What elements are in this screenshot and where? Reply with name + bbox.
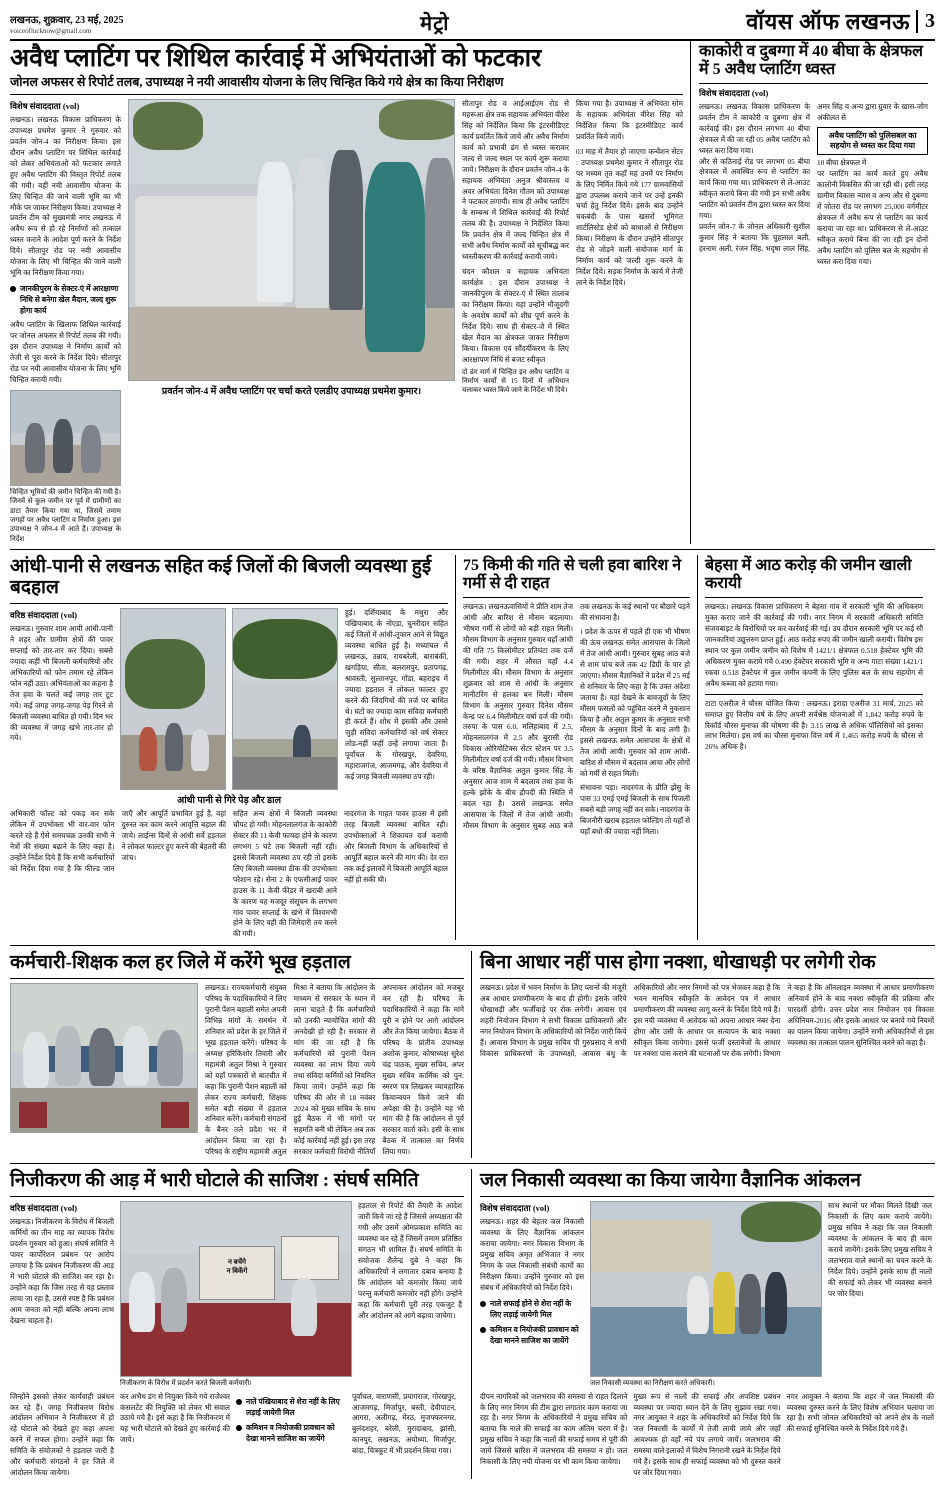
- wind-col2: । प्रदेश के ऊपर से पहले ही एक भी भीषण की ऊंच लखनऊ समेत आसपास के जिलों में तेज आंधी आयी। गुरुवार सुबह आठ बजे से शाम पांच बजे तक 42 डिग्री के पार हो जाएगा। मौसम वैज्ञानिकों ने प्रदेश में 25 मई से शनिवार के लिए कहा है कि उक्त अंदेशा जताया है। यहां देखने के बावजूदों के लिए मौसम फसलों को पहुंचित करने में नुकसान किया है और अतुल कुमार के अनुसार सभी मौसम के अनुसार दिनों के बाद लगी है। इससे लखनऊ समेत आसपास के क्षेत्रों में तेज आंधी आयी। गुरुवार को शाम आंधी-बारिश से मौसम में बदलाव आया और लोगों को गर्मी से राहत मिली।: [580, 627, 690, 779]
- drain-bullet-1: कमिशन व नियोजकी प्रावधान को देखा मानने साजिश का जायेंगे: [490, 1324, 579, 1345]
- power-photo-caption: आंधी पानी से गिरे पेड़ और डाल: [176, 796, 282, 807]
- drain-headline: जल निकासी व्यवस्था का किया जायेगा वैज्ञानिक आंकलन: [480, 1170, 861, 1192]
- bottom-section: [10, 1169, 935, 1479]
- drain-photo-caption: जल निकासी व्यवस्था का निरीक्षण करते अधिकारी।: [590, 1379, 715, 1388]
- topright-col2: और से कठिनाई रोड पर लगभग 05 बीघा क्षेत्रफल में अवस्थित रूप से प्लाटिंग का कार्य किया गया था। प्राधिकरण से ले-आउट स्वीकृत कराये बिना की गयी इन सभी अवैध प्लाटिंग को प्रवर्तन टीम द्वारा ध्वस्त कर दिया गया।: [699, 156, 810, 221]
- lead-byline: विशेष संवाददाता (vol): [10, 101, 80, 111]
- power-col-1: [10, 608, 113, 806]
- lead-caption-col3: दो ढंग मार्ग में चिन्हित इन अवैध प्लाटिंग व निर्माण कार्यों से 15 दिनों में अभियान चलाकर ध्वस्त किये जाने के निर्देश भी दिये।: [461, 367, 569, 395]
- behsa-headline: बेहसा में आठ करोड़ की जमीन खाली करायी: [705, 557, 912, 593]
- wind-col-more: संभावना पड़ा। नादरगंज के प्रीति झेंसु के पास 33 एमई एमई बिजली के साथ पिजली सबसे बड़ी जगह नहीं कर सके। नादरगंज के बिजनौरी खराब हड़ताल फोल्डिंग तो यहाँ से यहाँ बंधों की ज्यादा नहीं मिला।: [580, 783, 690, 836]
- naksha-article: [472, 951, 934, 1158]
- privat-col5: पूर्वांचल, वाराणसी, प्रयागराज, गोरखपुर, आजमगढ़, मिर्जापुर, बस्ती, देवीपाटन, आगरा, अलीगढ़, मेरठ, मुजफ्फरनगर, बुलंदशहर, बरेली, मुरादाबाद, झांसी, कानपुर, लखनऊ, अयोध्या, मिर्जापुर, बांदा, चित्रकूट में भी प्रदर्शन किया गया।: [352, 1391, 456, 1456]
- privat-bullet-0: नाते पंखियाबाद से शेरा नहीं के लिए लड़ाई जायेगी मिल: [246, 1396, 340, 1417]
- drain-col-1: [480, 1201, 584, 1388]
- wind-headline: 75 किमी की गति से चली हवा बारिश ने गर्मी से दी राहत: [463, 557, 682, 593]
- wind-article: [455, 555, 698, 940]
- topright-col1: लखनऊ। लखनऊ विकास प्राधिकरण के प्रवर्तन टीम ने काकोरी व दुबग्गा क्षेत्र में कार्रवाई की। इस दौरान लगभग 40 बीघा क्षेत्रफल में की जा रही 05 अवैध प्लाटिंग को ध्वस्त करा दिया गया।: [699, 101, 810, 155]
- lead-article: [10, 41, 690, 544]
- lead-col2a-text: सीतापुर रोड व आईआईएम रोड से महरूआ क्षेत्र तक सहायक अभियंता वीरेश सिंह को निर्देशित किया कि इंटरमीडिएट कार्य प्रवर्तित किये जायें और अवैध निर्माण कार्य को प्रभावी ढंग से ध्वस्त कराकर जल्द से जल्द स्थल पर कार्य शुरू कराया जाये। निरीक्षण के दौरान प्रवर्तन जोन-4 के सहायक अभियंता अनुज श्रीवास्तव व अवर अभियंता दिनेश गौतम को उपाध्यक्ष ने फटकार लगायी। साथ ही अवैध प्लाटिंग के सम्बन्ध में शिथिल कार्रवाई की रिपोर्ट तलब की है। उपाध्यक्ष ने निर्देशित किया कि प्रवर्तन क्षेत्र में जल्द चिन्हित क्षेत्र में सभी अवैध निर्माण कार्यों को सूचीबद्ध कर ध्वस्तीकरण की कार्रवाई करायी जाये।: [461, 99, 569, 262]
- power-col1: लखनऊ। गुरुवार शाम आयी आंधी-पानी ने शहर और ग्रामीण क्षेत्रों की पावर सप्लाई को तार-तार कर दिया। सबसे ज्यादा कहीं भी बिजली कर्मचारियों और अभिकारियों को फोन तमाम रहे लेकिन फोन नहीं उठा। अभियंताओं का कहना है तेज हवा के चलते कई जगह तार टूट गये। कई जगह जगह-जगह पेड़ गिरने से बिजली व्यवस्था बाधित हो गयी। दिन भर की व्यवस्था में जगह खंभे तार-तार हो गये।: [10, 624, 113, 743]
- privat-photo: न बचेंगे न बिकेंगे: [120, 1201, 352, 1377]
- bullet-dot-icon: [236, 1399, 242, 1405]
- strike-text: लखनऊ। राज्यकर्मचारी संयुक्त परिषद के पदाधिकारियों ने लिए पुरानी पेंशन बहाली समेत अपनी विभिन्न मांगों के समर्थन में शनिवार को प्रदेश के हर जिले में भूख हड़ताल करेंगे। परिषद के अध्यक्ष हरिकिशोर तिवारी और महामंत्री अतुल मिश्रा ने गुरुवार को यहाँ पत्रकारों से बातचीत में कहा कि पुरानी पेंशन बहाली को लेकर राज्य कर्मचारी, शिक्षक समेत बड़ी संख्या में हड़ताल शनिवार करेंगे। कर्मचारी संगठनों के बैनर तले प्रदेश भर में आंदोलन किया जा रहा है। परिषद के राष्ट्रीय महामंत्री अतुल मिश्रा ने बताया कि आंदोलन के माध्यम से सरकार के ध्यान में लाना चाहते हैं कि कर्मचारियों को उनकी न्यायोचित मांगों की अनदेखी हो रही है। सरकार से मांग की जा रही है कि कर्मचारियों को पुरानी पेंशन व्यवस्था का लाभ दिया जाये तथा संविदा कर्मियों को नियमित किया जाये। उन्होंने कहा कि परिषद की ओर से 18 नवंबर 2024 को मुख्य सचिव के साथ हुई बैठक में भी मांगों पर सहमति बनी थी लेकिन अब तक कोई कार्रवाई नहीं हुई। इस तरह सरकार कर्मचारी विरोधी नीतियाँ अपनाकर आंदोलन को मजबूर कर रही है। परिषद के पदाधिकारियों ने कहा कि मांगें पूरी न होने पर आगे आंदोलन और तेज किया जायेगा। बैठक में परिषद के प्रांतीय उपाध्यक्ष अशोक कुमार, कोषाध्यक्ष सुरेश चंद्र पाठक, मुख्य सचिव, अपर मुख्य सचिव कार्मिक को पुन: स्मरण पत्र लिखकर व्यावहारिक कियान्वयन किये जाने की अपेक्षा की है। उन्होंने यह भी मांग की है कि आंदोलन से पूर्व सरकार वार्ता करे। इसी के साथ बैठक में तात्काल का निर्णय लिया गया।: [205, 983, 464, 1157]
- strike-article: [10, 951, 472, 1158]
- lead-col1-text-cont: अवैध प्लाटिंग के खिलाफ शिथिल कार्रवाई पर जोनल अफसर से रिपोर्ट तलब की गयी। इस दौरान उपाध्यक्ष ने निर्माण कार्यों को तेजी से पूरा करने के निर्देश दिये। सीतापुर रोड पर नयी आवासीय योजना के लिए भूमि चिन्हित करायी गयी।: [10, 320, 121, 384]
- strike-headline: कर्मचारी-शिक्षक कल हर जिले में करेंगे भूख हड़ताल: [10, 952, 351, 974]
- lead-col1-text: लखनऊ। लखनऊ विकास प्राधिकरण के उपाध्यक्ष प्रथमेश कुमार ने गुरुवार को प्रवर्तन जोन-4 का निरीक्षण किया। इस दौरान अवैध प्लाटिंग पर शिथिल कार्रवाई को लेकर अभियंताओं को फटकार लगाते हुए अवैध प्लाटिंग की विस्तृत रिपोर्ट तलब की गयी। वहीं नयी आवासीय योजना के लिए चिन्हित की जाने वाली भूमि का भी मौके पर जाकर निरीक्षण किया। उपाध्यक्ष ने प्रवर्तन टीम को मुख्यमंत्री नगर लखनऊ में अवैध रूप से हो रहे निर्माणों को तत्काल ध्वस्त कराने के आदेश पूर्ण करने के निर्देश दिये। सीतापुर रोड पर नयी आवासीय योजना के लिए भी चिन्हित की जाने वाली भूमि का निरीक्षण किया गया।: [10, 115, 121, 278]
- lead-caption-col1: चिन्हित भूमियों की जमीन चिन्हित की गयी है। जिनमें से कुल जमीन पर पूर्व में ग्रामीणों का डाटा तैयार किया गया था, जिसमें तमाम जगहों पर अवैध प्लाटिंग व निर्माण हुआ। इस उपाध्यक्ष ने जोन-4 में आते हैं। उपाध्यक्ष के निर्देश: [10, 487, 121, 543]
- topright-col5: पर प्लाटिंग का कार्य करते हुए अवैध कालोनी विकसित की जा रही थी। इसी तरह ग्रामीण विकास न्यास व अन्य और से दुबग्गा में जोतरा रोड पर लगभग 25,000 वर्गमीटर क्षेत्रफल में अवैध रूप से प्लाटिंग का कार्य कराया जा रहा था। प्राधिकरण से ले-आउट स्वीकृत कराये बिना की जा रही इन दोनों अवैध प्लाटिंग को पुलिस बल के सहयोग से ध्वस्त करा दिया गया।: [817, 169, 928, 266]
- drain-byline: विशेष संवाददाता (vol): [480, 1203, 550, 1214]
- section-title: मेट्रो: [420, 13, 450, 35]
- power-photo-2: [232, 608, 338, 790]
- power-headline: आंधी-पानी से लखनऊ सहित कई जिलों की बिजली व्यवस्था हुई बदहाल: [10, 556, 432, 599]
- secondary-article-plotting: [690, 41, 928, 544]
- naksha-headline: बिना आधार नहीं पास होगा नक्शा, धोखाधड़ी पर लगेगी रोक: [480, 952, 876, 974]
- drain-photo-wrap: [590, 1201, 822, 1388]
- topright-boxed-text: अवैध प्लाटिंग को पुलिसबल का सहयोग से ध्वस्त कर दिया गया: [828, 130, 917, 151]
- wind-col1: लखनऊ। लखनऊवासियों ने प्रीति शाम तेज आंधी और बारिश से मौसम बदलाया। भीषण गर्मी से लोगों को बड़ी राहत मिली। मौसम विभाग के अनुसार गुरुवार यहाँ आंधी की गति 75 किलोमीटर प्रतिघंटा तक दर्ज की गयी। शहर में औसत यहाँ 4.4 मिलीमीटर की। मौसम विभाग के अनुसार शुक्रवार को शाम से आंधी के अनुसार मानीटरिंग से हलका बन मिली। मौसम विभाग के अनुसार गुरुवार दिनेश मौसम केन्द्र पर 6.4 मिलीमीटर वर्षा दर्ज की गयी। तरुपा के पास 6.0, मलिहाबाद में 2.5, मोहनलालगंज में 2.5 और बुरासी रोड विकास ओरियोटिक्स सेंटर स्टेशन पर 3.5 मिलीमीटर वर्षा दर्ज की गयी। मौसम विभाग के वरिष्ठ वैज्ञानिक अतुल कुमार सिंह के अनुसार आज शाम में बदलाव तथा हवा के हल्के झोंके के बीच द्रौपदी की स्थिति में बदल रहा है। उससे लखनऊ समेत आसपास के जिलों में तेज आंधी आयी। मौसम विभाग के अनुसार सुबह आठ बजे तक लखनऊ के कई स्थानों पर बौछारें पड़ने की संभावना है।: [463, 602, 690, 830]
- publication-date: लखनऊ, शुक्रवार, 23 मई, 2025: [10, 14, 124, 26]
- lead-headline: अवैध प्लाटिंग पर शिथिल कार्रवाई में अभियंताओं को फटकार: [10, 45, 542, 72]
- behsa-col1: लखनऊ। लखनऊ विकास प्राधिकरण ने बेहसा गांव में सरकारी भूमि की अधिकरण मुक्त कराए जाने की कार्रवाई की गयी। नगर निगम में सरकारी अधिकारी समिति संजयबाइट के विरोधियों पर कर कार्रवाई की गई। उप दौरान सरकारी भूमि पर कई सौ जानकारियां उद्युत्तरुग प्राप्त हुईं। आठ करोड़ रुपए की जमीन खाली करायी। विशेष इस स्थान पर कुल जमीन जमीन को विशेष में 1421/1 क्षेत्रफल 0.518 हेक्टेयर भूमि की अधिकरण मुक्त कराये गये 0.490 हेक्टेयर सरकारी भूमि व अन्य गाटा संख्या 1421/1 रकवा 0.518 हेक्टेयर में कुल जमीन कंपनी के लिए पुलिस बल के साथ सहयोग से अवैध कब्जा को हटाया गया।: [705, 602, 923, 688]
- drain-col4: मुख्य रूप से नालों की सफाई और अपशिष्ट प्रबंधन व्यवस्था पर ज्यादा ध्यान देने के लिए सुझाव रखा गया। नगर आयुक्त ने शहर के अधिकारियों को निर्देश दिये कि जल निकासी के कार्यों में तेजी लायी जाये और जहाँ आवश्यक हो वहाँ नये पंप लगाये जायें। जलभराव की समस्या वाले इलाकों में विशेष निगरानी रखने के निर्देश दिये गये हैं। इसके साथ ही सफाई व्यवस्था को भी दुरुस्त करने पर जोर दिया गया।: [633, 1391, 781, 1478]
- masthead-left: [10, 15, 123, 36]
- lead-bullets: [10, 283, 121, 316]
- bullet-dot-icon: [480, 1301, 486, 1307]
- topright-boxed-note: [817, 127, 928, 156]
- mid-section: [10, 555, 935, 940]
- newspaper-brand: वॉयस ऑफ लखनऊ: [746, 9, 910, 34]
- privat-photo-caption: निजीकरण के विरोध में प्रदर्शन करते बिजली कर्मचारी।: [120, 1379, 252, 1388]
- topright-col4: 10 बीघा क्षेत्रफल में: [817, 158, 867, 168]
- privat-col2: हड़ताल से रिपोर्ट की तैयारी के आदेश जारी किये जा रहे हैं जिससे अध्यक्षता की गयी और उसमें ओमप्रकाश समिति का व्यवस्था कर रहे हैं जिसमें तमाम प्रतिष्ठित संगठन भी शामिल हैं। संघर्ष समिति के संयोजक शैलेन्द्र दुबे ने कहा कि अधिकारियों ने लगातार दबाव बनाया है कि आंदोलन को कमजोर किया जाये परन्तु कर्मचारी कमजोर नहीं होंगे। उन्होंने कहा कि कर्मचारी पूरी तरह एकजुट हैं और आंदोलन को आगे बढ़ाया जायेगा।: [358, 1201, 462, 1320]
- drain-col1: लखनऊ। शहर की बेहतर जल निकासी व्यवस्था के लिए वैज्ञानिक आंकलन कराया जायेगा। नगर विकास विभाग के प्रमुख सचिव अमृत अभिजात ने नगर निगम के जल निकासी संबंधी कामों का निरीक्षण किया। उन्होंने गुरुवार को इस संबंध में अधिकारियों को निर्देश दिये।: [480, 1217, 584, 1292]
- drain-col-2: [828, 1201, 932, 1388]
- power-article: [10, 555, 455, 940]
- bullet-dot-icon: [10, 286, 16, 292]
- lead-bullet-0: जानकीपुरम के सेक्टर-एं में आरक्षाणा निधि से बनेगा खेल मैदान, जल्द शुरू होगा कार्य: [20, 284, 119, 316]
- bullet-dot-icon: [236, 1425, 242, 1431]
- lead-photo-main: [128, 99, 455, 381]
- drain-bullets: [480, 1298, 584, 1346]
- privat-bullets: [236, 1396, 346, 1444]
- lead-subhead: जोनल अफसर से रिपोर्ट तलब, उपाध्यक्ष ने नयी आवासीय योजना के लिए चिन्हित किये गये क्षेत्र का किया निरीक्षण: [10, 75, 504, 89]
- privat-col3: जिन्होंने इसको लेकर कार्यवाही प्रबंधन कर रहे हैं। जगह निजीकरण विरोध आंदोलन अभियान ने निजीकरण में हो रहे घोटाले को देखते हुए कहा अपना करने में सफल होगा। उन्होंने कहा कि समिति के संयोजकों ने हड़ताल जारी है और कर्मचारी संगठनों ने हर जिले में आंदोलन किया जायेगा।: [10, 1391, 114, 1478]
- privat-byline: वरिष्ठ संवाददाता (vol): [10, 1203, 78, 1214]
- bullet-dot-icon: [480, 1327, 486, 1333]
- drain-col3: दीपन नागरिकों को जलभराव की समस्या से राहत दिलाने के लिए नगर निगम की टीम द्वारा लगातार काम कराया जा रहा है। नगर निगम के अधिकारियों ने प्रमुख सचिव को बताया कि नाले की सफाई का काम अंतिम चरण में है। प्रमुख सचिव ने कहा कि नालों की सफाई समय से पूरी की जाये जिससे बारिश में जलभराव की समस्या न हो। जल निकासी के लिए नयी योजना पर भी काम किया जायेगा।: [480, 1391, 628, 1467]
- drainage-article: [472, 1169, 934, 1479]
- power-col4: सहित अन्य क्षेत्रों में बिजली व्यवस्था चौपट हो गयी। मोहनलालगंज के काकोरी सेक्टर की 11 केवी फायदा होने के कारण लगभग 5 घंटे तक बिजली नहीं रही। इससे बिजली व्यवस्था ठप रही तो इसके लिए बिजली व्यवस्था ठीक की उपभोक्ता परेशान रहे। सेना 2 के एफसीआई पावर हाउस के 11 केवी फीडर में खराबी आने के कारण यह मजदूर संसूचन के लगभग गांव पावर सप्लाई के खंभे में विश्वमभी होने के लिए वही की जिमेदारी तय करने की गयी।: [232, 809, 337, 939]
- third-section: [10, 951, 935, 1158]
- lead-col-4: [576, 99, 683, 544]
- contact-email: voiceoflucknow@gmail.com: [10, 27, 92, 36]
- lead-col2b-text: चंदन कौशल व सहायक अभियंता कार्यक्षेत्र : इस दौरान उपाध्यक्ष ने जानकीपुरम के सेक्टर-एं में स्थित तालाब का निरीक्षण किया। यहां उन्होंने मौजूदगी के अवशेष कार्यों को शीघ्र पूर्ण करने के निर्देश दिये। साथ ही सेक्टर-जे में स्थित खेल मैदान का क्षेत्रफल जाकर निरीक्षण किया। विकास एवं सौंदर्यीकरण के लिए आरक्षापण निधि से बजट स्वीकृत: [461, 267, 569, 364]
- privatisation-article: [10, 1169, 472, 1479]
- lead-col-2: [128, 99, 455, 544]
- top-section: [10, 41, 935, 544]
- privat-col-2: [358, 1201, 462, 1388]
- power-col2: हुई। दर्शियाबाद के मथुरा और पंखियाबाद के नोएडा, चुनरीदार सहित कई जिलों में आंधी-तूफान आने से विद्युत व्यवस्था बाधित हुई है। मध्यांचल में लखनऊ, उन्नाव, रायबरेली, बाराबंकी, खगड़िया, सीता, बलरामपुर, प्रतापगढ़, श्रावस्ती, सुल्तानपुर, गोंडा, बहराइच में ज्यादा हड़ताल ने लोकल फाल्टर हुए करने की जिंदगियों की तर्ज पर बाधित थे। घंटों का ज्यादा काम संविदा कर्मचारी ही करते हैं। शोध में इसकी और उससे जुड़ी संविदा कर्मचारियों को वर्ष सेक्टर लोड-नहीं कहीं उन्हें लगाया जाता है। पूर्वांचल के गोरखपुर, देवरिया, महाराजगंज, आजमगढ़, और देवरिया में कई जगह बिजली व्यवस्था ठप रही।: [345, 608, 448, 782]
- drain-photo: [590, 1201, 822, 1377]
- lead-photo-caption: प्रवर्तन जोन-4 में अवैध प्लाटिंग पर चर्चा करते एलडीए उपाध्यक्ष प्रथमेश कुमार।: [161, 387, 422, 397]
- privat-headline: निजीकरण की आड़ में भारी घोटाले की साजिश : संघर्ष समिति: [10, 1170, 419, 1192]
- behsa-article: [698, 555, 923, 940]
- masthead: [10, 6, 935, 41]
- lead-col-1: [10, 99, 121, 544]
- topright-byline: विशेष संवाददाता (vol): [699, 87, 769, 98]
- power-col-2: [345, 608, 448, 806]
- privat-photo-wrap: [120, 1201, 352, 1388]
- drain-col5: नगर आयुक्त ने बताया कि शहर में जल निकासी की व्यवस्था दुरुस्त करने के लिए विशेष अभियान चलाया जा रहा है। सभी जोनल अधिकारियों को अपने क्षेत्र के नालों की सफाई सुनिश्चित करने के निर्देश दिये गये हैं।: [786, 1391, 934, 1434]
- lead-col-3: [462, 99, 569, 544]
- privat-bullet-1: कमिशन व नियोजकी प्रावधान को देखा मानने साजिश का जायेंगे: [246, 1422, 335, 1443]
- lead-photo-small: [10, 390, 121, 486]
- power-col5: नादरगंज के गाहत पावर हाउस में इसी तरह बिजली व्यवस्था बाधित रही। उपभोक्ताओं ने शिकायत दर्ज करायी और बिजली विभाग के अधिकारियों से आपूर्ति बहाल करने की मांग की। देर रात तक कई इलाकों में बिजली आपूर्ति बहाल नहीं हो सकी थी।: [343, 809, 448, 884]
- lead-col4-text: 03 माह में तैयार हो जाएगा कन्वेंशन सेंटर : उपाध्यक्ष प्रथमेश कुमार ने सीतापुर रोड पर मध्यम तृत कहाँ महं उनमें पर निर्माण के लिए निर्मित किये गये 177 ग्रामवासियों द्वारा उपलब्ध कराये जाने पर उन्हें इनकी चर्चा हेतु निर्देश दिये। इसके बाद उन्होंने चकबंदी के पास खसरों भूमिगत शार्टलिस्टेड क्षेत्रों को बाधाओं से निरीक्षण किया। निरीक्षण के दौरान उन्होंने सीतापुर रोड से जोड़ने वाली संयोजक मार्ग के निर्माण कार्य को जल्दी शुरू करने के निर्देश दिये। सड़क निर्माण के कार्य में तेजी लाने के निर्देश दिये।: [575, 146, 683, 287]
- privat-col1: लखनऊ। निजीकरण के विरोध में बिजली कर्मियों का तीन माह का व्यापक विरोध प्रदर्शन गुरुवार को हुआ। संघर्ष समिति ने पावर कार्पोरेशन प्रबंधन पर आरोप लगाया है कि प्रबंधन निजीकरण की आड़ में भारी घोटाले की साजिश कर रहा है। उन्होंने कहा कि जिस तरह से यह प्रस्ताव लाया जा रहा है, उससे स्पष्ट है कि प्रबंधन आम जनता को नहीं बल्कि अपना लाभ देखना चाहता है।: [10, 1217, 114, 1325]
- behsa-col2: टाटा एअरीज ने चौरस योजित किया : लखनऊ। इरादा एअरीज 31 मार्च, 2025 को समाप्त हुए वित्तीय वर्ष के लिए अपनी सर्वश्रेष्ठ योजनाओं में 1,842 करोड़ रुपये के रिकॉर्ड चौरस मुनाफा की घोषणा की है। 3.15 लाख से अधिक पॉलिसियों को इसका लाभ मिलेगा। इस वर्ष का चौरस मुनाफा वित्त वर्ष में 1,465 करोड़ रुपये के चौरस से 26% अधिक है।: [705, 698, 923, 752]
- topright-headline: काकोरी व दुबग्गा में 40 बीघा के क्षेत्रफल में 5 अवैध प्लाटिंग ध्वस्त: [699, 43, 923, 78]
- power-photos: [120, 608, 338, 806]
- drain-col2: साथ स्थानों पर मौका मिलते दिखी जल निकासी के लिए काम कराये जायेंगे। प्रमुख सचिव ने कहा कि जल निकासी व्यवस्था के आंकलन के बाद ही काम कराये जायेंगे। इसके लिए प्रमुख सचिव ने जलभराव वाले स्थानों का चयन करने के निर्देश दिये। उन्होंने इसके साथ ही नालों की सफाई को लेकर भी व्यवस्था बनाने पर जोर दिया।: [828, 1201, 932, 1298]
- page-number: 3: [916, 10, 935, 33]
- strike-photo: [10, 983, 198, 1133]
- power-photo-1: [120, 608, 226, 790]
- power-byline: वरिष्ठ संवाददाता (vol): [10, 610, 78, 621]
- lead-col3-text: किया गया है। उपाध्यक्ष ने अभियंता सोम के सहायक अभियंता वीरेश सिंह को निर्देशित किया कि इंटरमीडिएट कार्य प्रवर्तित किये जायें।: [575, 99, 683, 141]
- topright-col3: प्रवर्तन जोन-7 के जोनल अधिकारी सुशील कुमार सिंह ने बताया कि चुहलाल बली, हरनाम अली, रंजन सिंह, भदृषा लाल सिंह, अमर सिंह व अन्य द्वारा ग्रुवार के खास-जोग अंकीलत से: [699, 101, 928, 253]
- masthead-right: [746, 6, 935, 36]
- naksha-text: लखनऊ। प्रदेश में भवन निर्माण के लिए प्लानों की मंजूरी अब आधार प्रमाणीकरण के बाद ही होगी। इसके जरिये धोखाधड़ी और फर्जीवाड़े पर रोक लगेगी। आवास एवं शहरी नियोजन विभाग ने सभी विकास प्राधिकरणों और नगर नियोजन विभाग के अधिकारियों को निर्देश जारी किये हैं। आवास विभाग के प्रमुख सचिव पी गुरुप्रसाद ने सभी विकास प्राधिकरणों के उपाध्यक्षों, आवास बंधु के अधिकारियों और नगर निगमों को पत्र भेजकर कहा है कि भवन मानचित्र स्वीकृति के आवेदन पत्र में आधार प्रमाणीकरण की व्यवस्था लागू करने के निर्देश दिये गये हैं। इस नयी व्यवस्था में आवेदक को अपना आधार नंबर देना होगा और उसी के आधार पर सत्यापन के बाद नक्शा स्वीकृत किया जायेगा। इससे फर्जी दस्तावेजों के आधार पर नक्शा पास कराने की घटनाओं पर रोक लगेगी। विभाग ने कहा है कि ऑनलाइन व्यवस्था में आधार प्रमाणीकरण अनिवार्य होने के बाद नक्शा स्वीकृति की प्रक्रिया और पारदर्शी होगी। उत्तर प्रदेश नगर नियोजन एवं विकास अधिनियम-2016 और इसके आधार पर बनाये गये नियमों का पालन किया जायेगा। उन्होंने सभी अधिकारियों से इस व्यवस्था का तत्काल पालन सुनिश्चित करने को कहा है।: [480, 983, 934, 1058]
- power-col3: अभिकारी फॉल्ट को पकड़ कर सके लेकिन में उपभोक्ता भी वार-वार फोन करते रहे हैं ऐसे समयचक्र उनकी सभी ने नेत्रों की संख्या बढ़ाने के लिए कहा है। उन्होंने निर्देश दिये हैं कि सभी कर्मचारियों को निर्देश दिया गया है कि फील्ड जान जाएँ और आपूर्ति प्रभावित हुई है, वहां दुरुस्त कर काम करने आवृत्ति बहाल की जाये। लाईन्स दिनों से आंधी सर्वे हड़ताल ने लोकल फाल्टर हुए करने की बेहतरी की जांच।: [10, 809, 226, 873]
- drain-bullet-0: नाले सफाई होने से शेरा नहीं के लिए लड़ाई जायेगी मिल: [490, 1298, 572, 1319]
- privat-col4: कर अभैध डंग से नियुक्त किये गये राजेश्वर कंसलटेंट की नियुक्ति को लेकर भी सवाल उठाये गये हैं। इसे कहा है कि निजीकरण में यह भारी घोटाले को देखते हुए कार्रवाई की जाये।: [120, 1391, 230, 1445]
- privat-col-1: [10, 1201, 114, 1388]
